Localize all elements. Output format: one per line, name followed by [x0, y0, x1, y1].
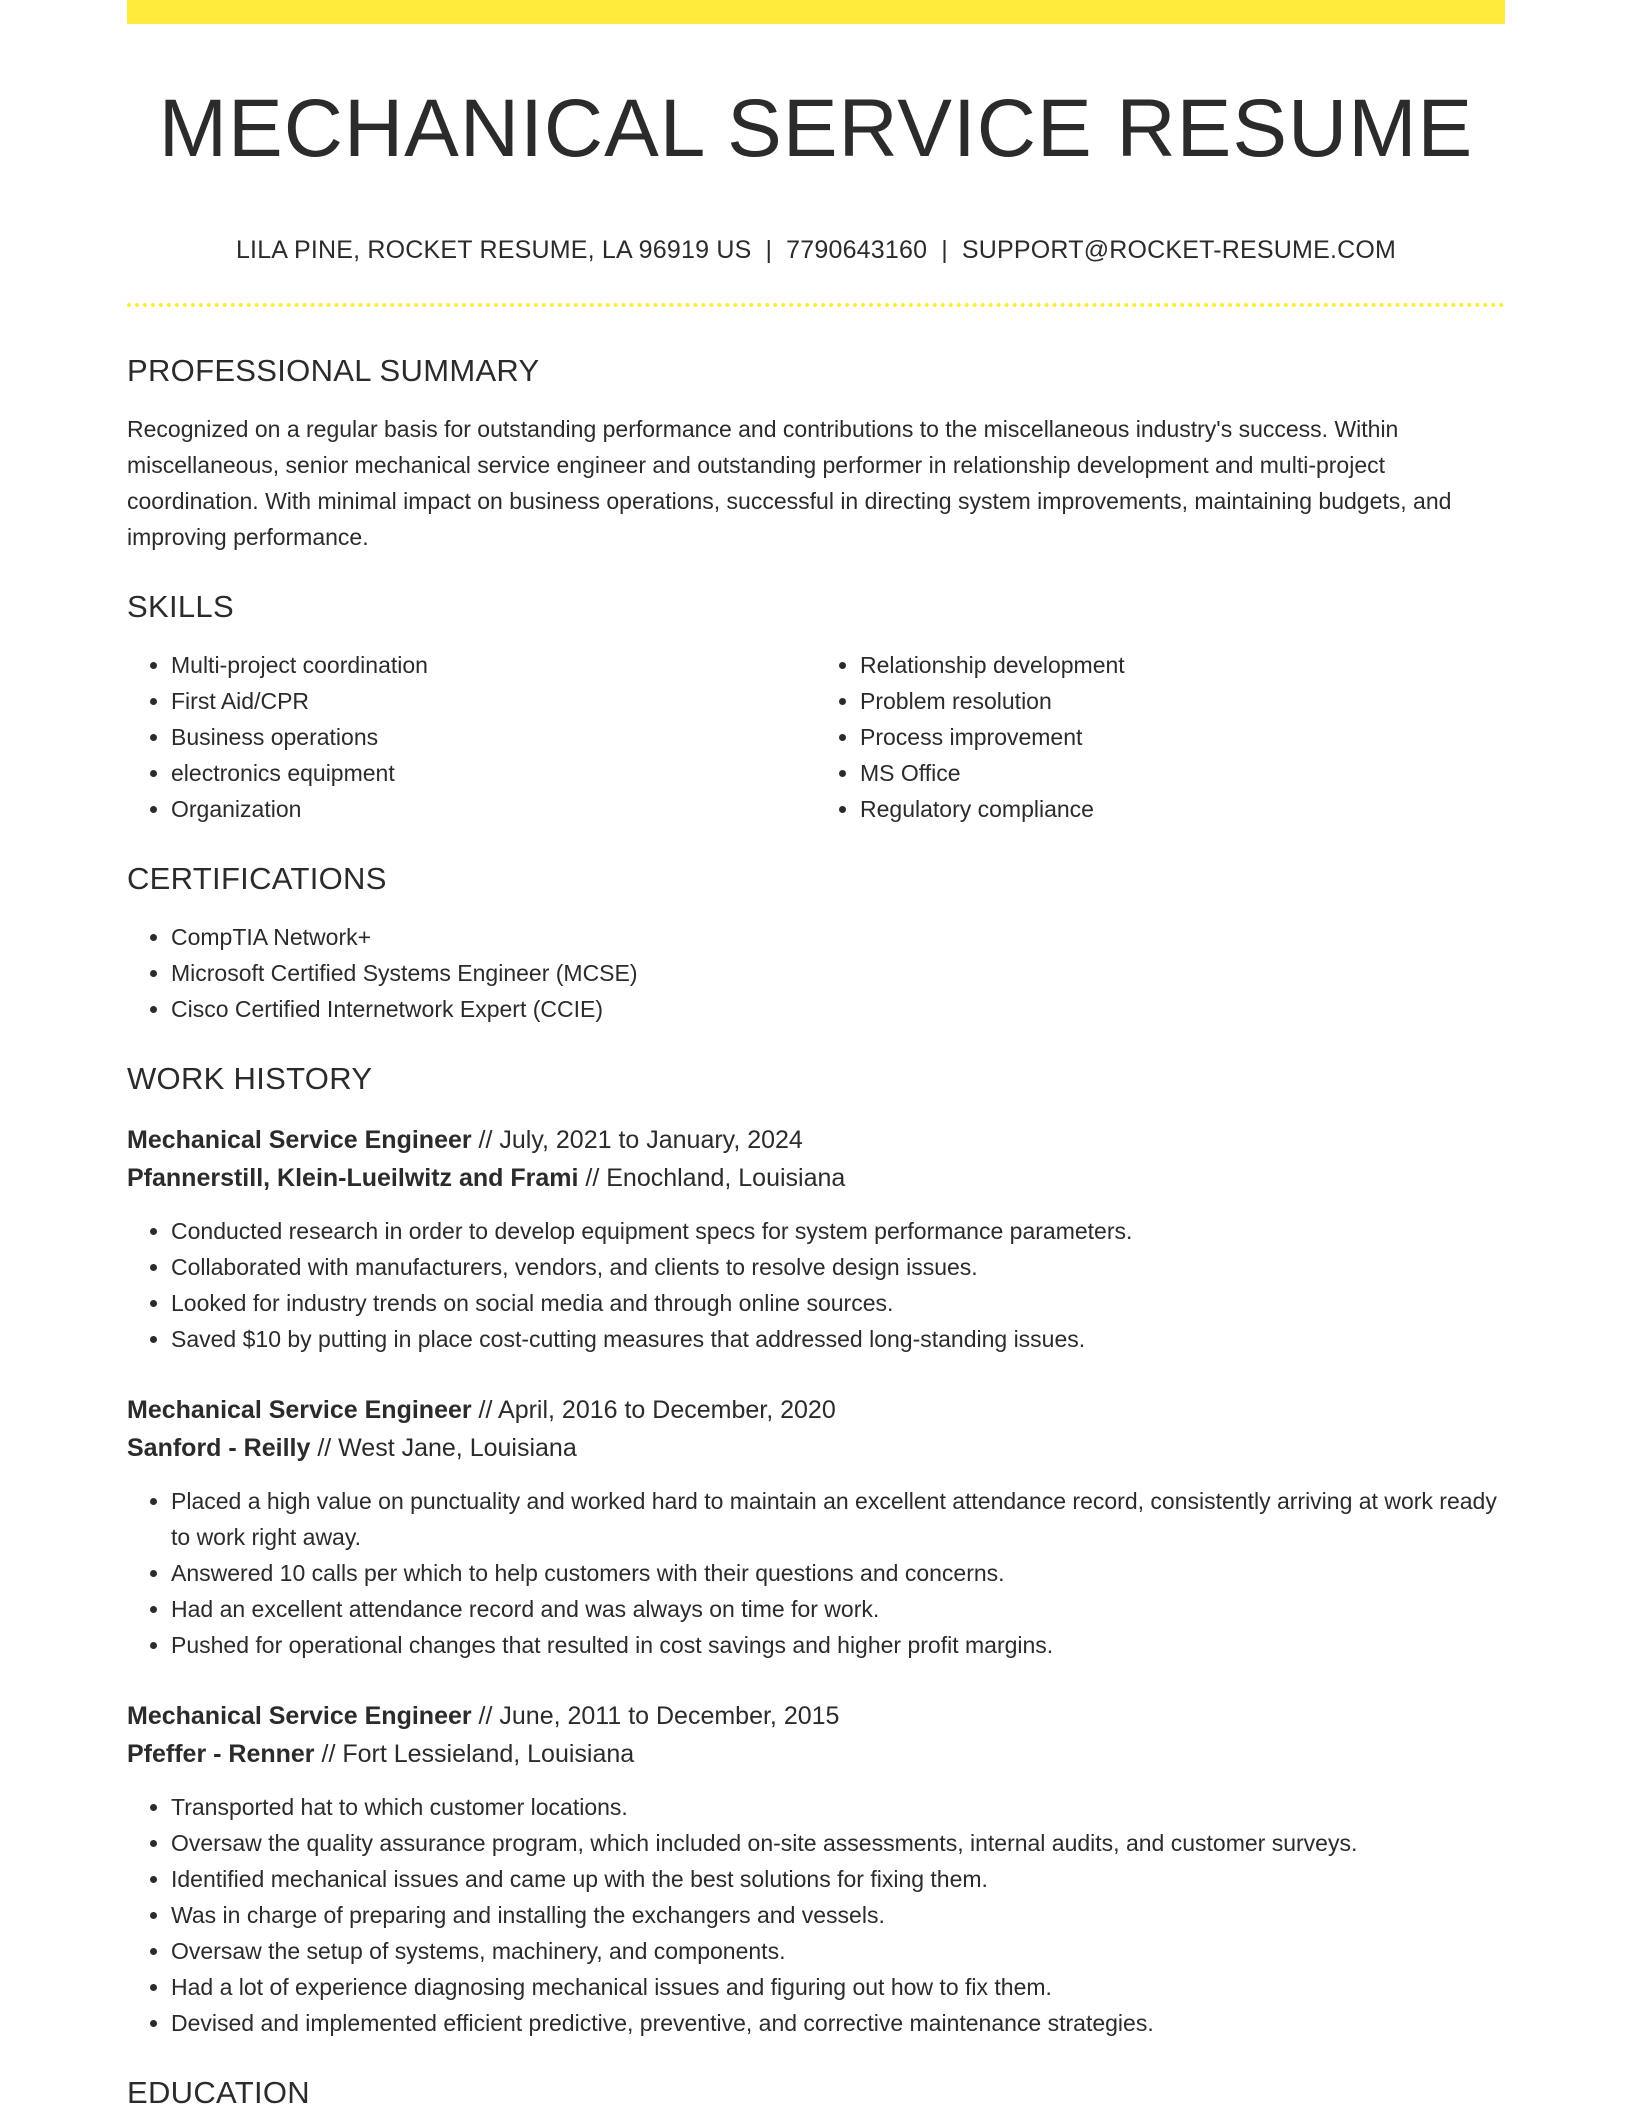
skill-item: • electronics equipment — [171, 755, 816, 791]
education-heading: EDUCATION — [127, 2075, 310, 2111]
skill-item: • MS Office — [860, 755, 1505, 791]
job-entry — [127, 1121, 1505, 1357]
job-company-line — [127, 1159, 1505, 1197]
contact-address: LILA PINE, ROCKET RESUME, LA 96919 US — [235, 236, 752, 265]
job-dates: // June, 2011 to December, 2015 — [471, 1702, 840, 1731]
skills-columns — [127, 647, 1505, 827]
job-entry — [127, 1697, 1505, 2041]
job-bullet: • Pushed for operational changes that resulted in cost savings and higher profit margins. — [171, 1627, 1505, 1663]
certifications-section — [127, 861, 1505, 1027]
contact-separator: | — [941, 236, 948, 265]
job-title: Mechanical Service Engineer — [127, 1396, 472, 1425]
job-dates: // April, 2016 to December, 2020 — [471, 1396, 836, 1425]
job-bullet: • Transported hat to which customer locations. — [171, 1789, 1505, 1825]
job-bullet: • Conducted research in order to develop equipment specs for system performance parameters. — [171, 1213, 1505, 1249]
skill-item: • Business operations — [171, 719, 816, 755]
skill-item: • Multi-project coordination — [171, 647, 816, 683]
job-title-line — [127, 1391, 1505, 1429]
job-bullet: • Collaborated with manufacturers, vendors, and clients to resolve design issues. — [171, 1249, 1505, 1285]
skills-right-list — [816, 647, 1505, 827]
job-location: // Enochland, Louisiana — [578, 1164, 846, 1193]
job-company: Pfannerstill, Klein-Lueilwitz and Frami — [127, 1164, 579, 1193]
skill-item: • Process improvement — [860, 719, 1505, 755]
education-section — [127, 2075, 1505, 2111]
job-company: Pfeffer - Renner — [127, 1740, 315, 1769]
job-title-line — [127, 1697, 1505, 1735]
job-bullet: • Placed a high value on punctuality and worked hard to maintain an excellent attendance record, consistently arriving at work ready to work right away. — [171, 1483, 1505, 1555]
skill-item: • Problem resolution — [860, 683, 1505, 719]
job-location: // Fort Lessieland, Louisiana — [314, 1740, 635, 1769]
job-company-line — [127, 1429, 1505, 1467]
job-bullet: • Had a lot of experience diagnosing mechanical issues and figuring out how to fix them. — [171, 1969, 1505, 2005]
certification-item: • Microsoft Certified Systems Engineer (MCSE) — [171, 955, 1505, 991]
resume-page — [127, 0, 1505, 2111]
skill-item: • Relationship development — [860, 647, 1505, 683]
certifications-heading: CERTIFICATIONS — [127, 861, 387, 897]
job-bullets — [127, 1789, 1505, 2041]
contact-email: SUPPORT@ROCKET-RESUME.COM — [961, 236, 1397, 265]
job-bullet: • Devised and implemented efficient predictive, preventive, and corrective maintenance strategies. — [171, 2005, 1505, 2041]
skills-heading: SKILLS — [127, 589, 234, 625]
job-title: Mechanical Service Engineer — [127, 1126, 472, 1155]
job-bullet: • Was in charge of preparing and installing the exchangers and vessels. — [171, 1897, 1505, 1933]
skill-item: • Organization — [171, 791, 816, 827]
contact-separator: | — [765, 236, 773, 265]
job-bullet: • Saved $10 by putting in place cost-cutting measures that addressed long-standing issues. — [171, 1321, 1505, 1357]
job-entry — [127, 1391, 1505, 1663]
job-company-line — [127, 1735, 1505, 1773]
dotted-divider — [127, 303, 1505, 307]
certification-item: • Cisco Certified Internetwork Expert (CCIE) — [171, 991, 1505, 1027]
job-dates: // July, 2021 to January, 2024 — [471, 1126, 803, 1155]
work-history-heading: WORK HISTORY — [127, 1061, 373, 1097]
skills-left-list — [127, 647, 816, 827]
resume-title: MECHANICAL SERVICE RESUME — [158, 83, 1474, 174]
job-title-line — [127, 1121, 1505, 1159]
job-bullet: • Had an excellent attendance record and was always on time for work. — [171, 1591, 1505, 1627]
job-title: Mechanical Service Engineer — [127, 1702, 472, 1731]
job-bullet: • Identified mechanical issues and came up with the best solutions for fixing them. — [171, 1861, 1505, 1897]
job-bullet: • Oversaw the setup of systems, machinery, and components. — [171, 1933, 1505, 1969]
job-bullet: • Oversaw the quality assurance program, which included on-site assessments, internal audits, and customer surveys. — [171, 1825, 1505, 1861]
job-bullets — [127, 1213, 1505, 1357]
summary-section — [127, 353, 1505, 555]
work-history-section — [127, 1061, 1505, 2041]
job-bullet: • Looked for industry trends on social media and through online sources. — [171, 1285, 1505, 1321]
certification-item: • CompTIA Network+ — [171, 919, 1505, 955]
job-location: // West Jane, Louisiana — [310, 1434, 577, 1463]
certifications-list — [127, 919, 1505, 1027]
contact-phone: 7790643160 — [786, 236, 928, 265]
skill-item: • First Aid/CPR — [171, 683, 816, 719]
summary-heading: PROFESSIONAL SUMMARY — [127, 353, 540, 389]
skill-item: • Regulatory compliance — [860, 791, 1505, 827]
job-company: Sanford - Reilly — [127, 1434, 311, 1463]
summary-text: Recognized on a regular basis for outstanding performance and contributions to the miscellaneous industry's success. Within miscellaneous, senior mechanical service engineer and outstanding performer in relationship development and multi-project coordination. With minimal impact on business operations, successful in directing system improvements, maintaining budgets, and improving performance. — [127, 416, 1452, 551]
top-accent-bar — [127, 0, 1505, 24]
job-bullets — [127, 1483, 1505, 1663]
job-bullet: • Answered 10 calls per which to help customers with their questions and concerns. — [171, 1555, 1505, 1591]
skills-section — [127, 589, 1505, 827]
contact-line — [127, 236, 1505, 265]
